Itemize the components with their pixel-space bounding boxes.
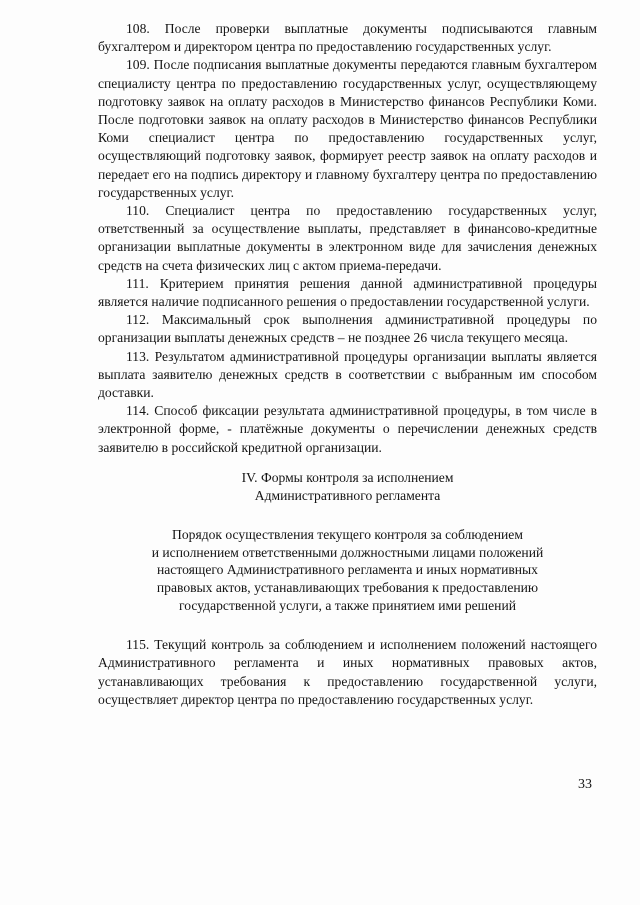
paragraph-109: 109. После подписания выплатные документы передаются главным бухгалтером специалисту центра по предоставлению государственных услуг, осуществляющему подготовку заявок на оплату расходов в Министерство финансов Республики Коми. После подготовки заявок на оплату расходов в Министерство финансов Республики Коми специалист центра по предоставлению государственных услуг, осуществляющий подготовку заявок, формирует реестр заявок на оплату расходов и передает его на подпись директору и главному бухгалтеру центра по предоставлению государственных услуг. bbox=[98, 57, 597, 200]
subsection-line-1: Порядок осуществления текущего контроля за соблюдением bbox=[172, 527, 523, 543]
subsection-line-3: настоящего Административного регламента и иных нормативных bbox=[157, 562, 538, 578]
paragraph-114: 114. Способ фиксации результата административной процедуры, в том числе в электронной форме, - платёжные документы о перечислении денежных средств заявителю в российской кредитной организации. bbox=[98, 403, 597, 455]
paragraph-110: 110. Специалист центра по предоставлению государственных услуг, ответственный за осуществление выплаты, представляет в финансово-кредитные организации выплатные документы в электронном виде для зачисления денежных средств на счета физических лиц с актом приема-передачи. bbox=[98, 203, 597, 273]
section-title-line-1: IV. Формы контроля за исполнением bbox=[241, 469, 454, 485]
document-body bbox=[98, 20, 597, 709]
subsection-line-5: государственной услуги, а также принятием ими решений bbox=[179, 597, 516, 613]
paragraph-111: 111. Критерием принятия решения данной административной процедуры является наличие подписанного решения о предоставлении государственной услуги. bbox=[98, 275, 597, 310]
paragraph-108: 108. После проверки выплатные документы подписываются главным бухгалтером и директором центра по предоставлению государственных услуг. bbox=[98, 21, 597, 55]
page-number: 33 bbox=[578, 777, 592, 792]
section-heading bbox=[98, 469, 597, 505]
subsection-heading bbox=[98, 526, 597, 614]
paragraph-113: 113. Результатом административной процедуры организации выплаты является выплата заявителю денежных средств в соответствии с выбранным им способом доставки. bbox=[98, 348, 597, 401]
subsection-line-2: и исполнением ответственными должностными лицами положений bbox=[151, 544, 544, 560]
section-title-line-2: Административного регламента bbox=[254, 488, 441, 504]
paragraph-112: 112. Максимальный срок выполнения административной процедуры по организации выплаты денежных средств – не позднее 26 числа текущего месяца. bbox=[98, 312, 597, 346]
subsection-line-4: правовых актов, устанавливающих требования к предоставлению bbox=[156, 580, 539, 596]
paragraph-115: 115. Текущий контроль за соблюдением и исполнением положений настоящего Административного регламента и иных нормативных правовых актов, устанавливающих требования к предоставлению государственной услуги, осуществляет директор центра по предоставлению государственных услуг. bbox=[98, 637, 597, 707]
